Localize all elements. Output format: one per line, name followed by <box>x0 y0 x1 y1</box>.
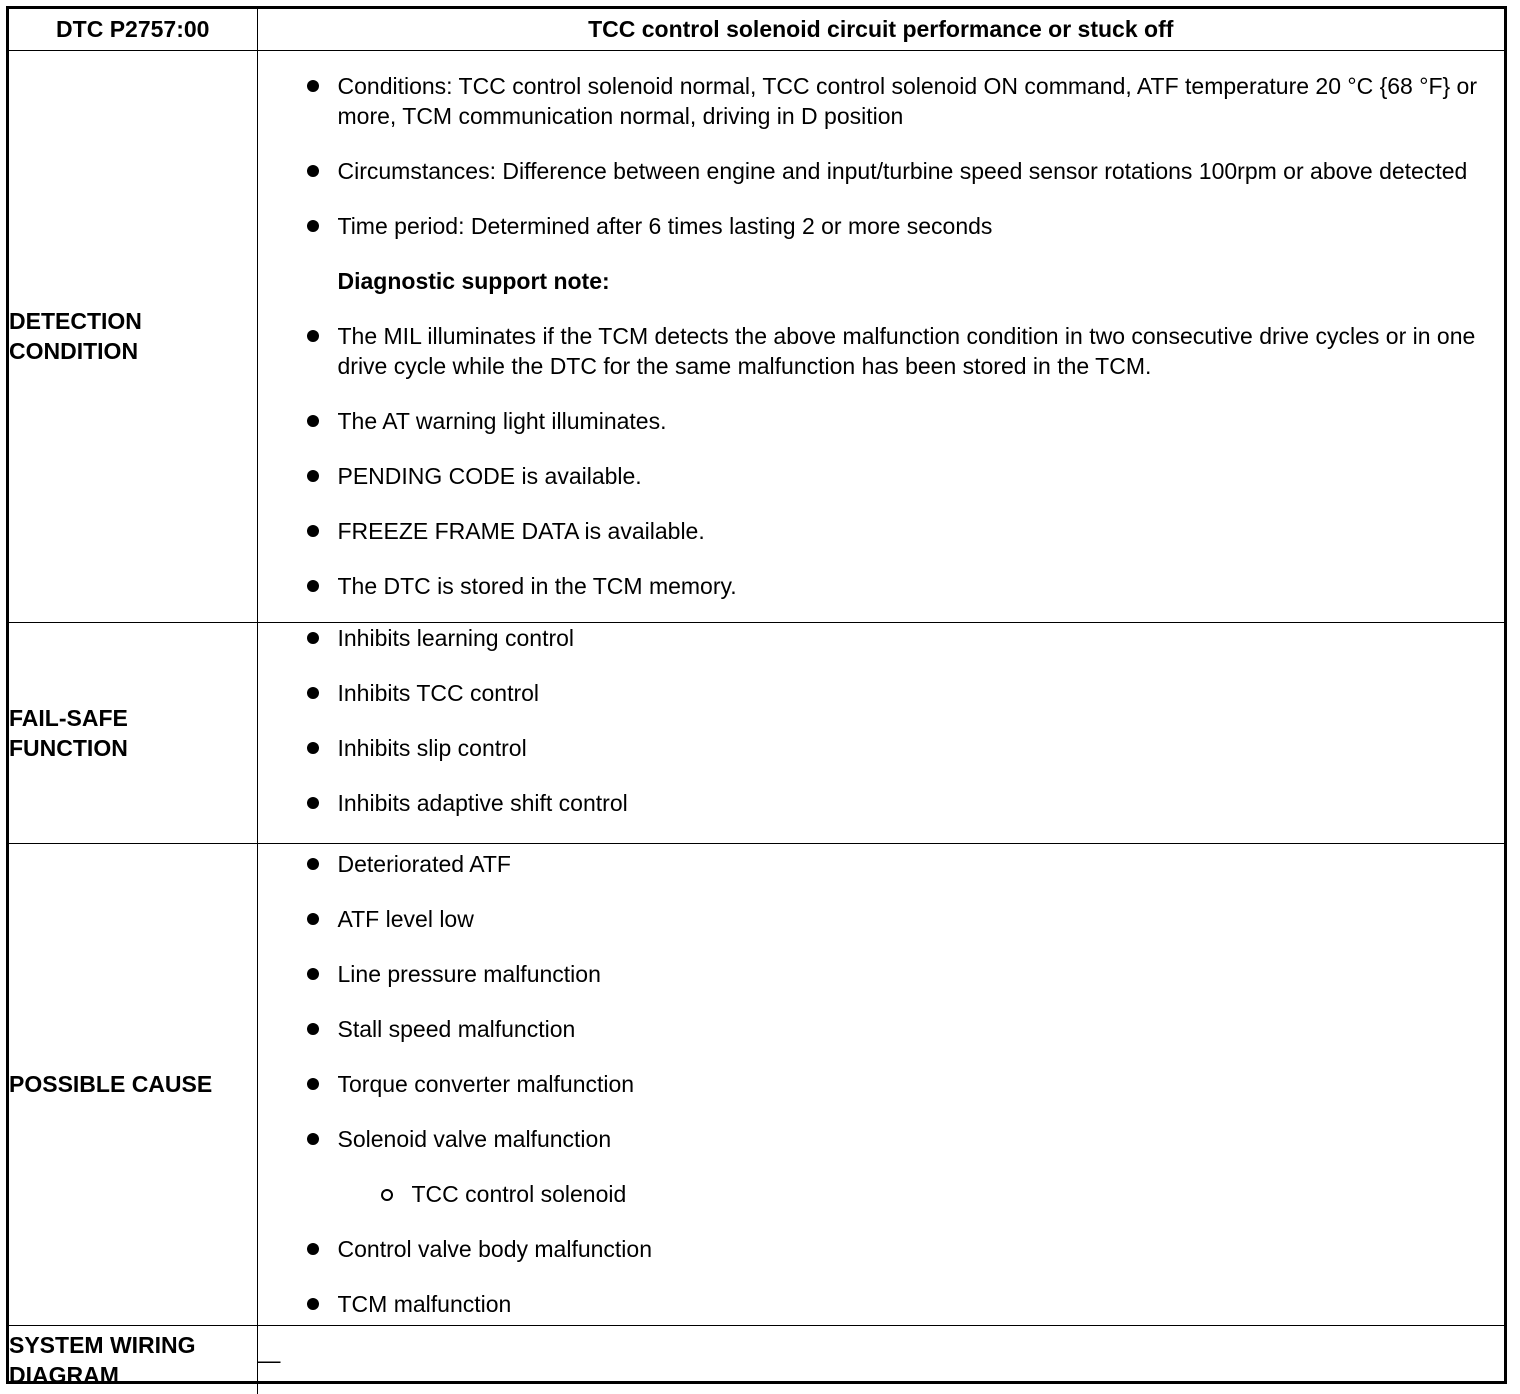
bullet-icon <box>307 1078 319 1090</box>
dtc-code: DTC P2757:00 <box>9 9 257 50</box>
possible-cause-label <box>9 843 257 1325</box>
header-row <box>9 9 1504 50</box>
list-item-text: ATF level low <box>337 906 474 932</box>
list-item <box>258 571 1505 601</box>
list-item <box>258 1234 1505 1264</box>
dtc-table-frame <box>6 6 1507 1388</box>
possible-cause-content <box>257 843 1504 1325</box>
list-item-text: Solenoid valve malfunction <box>337 1126 612 1152</box>
list-item <box>258 959 1505 989</box>
bullet-icon <box>307 165 319 177</box>
list-item <box>258 1289 1505 1319</box>
bullet-icon <box>307 858 319 870</box>
detection-condition-label <box>9 50 257 622</box>
list-item <box>258 321 1505 381</box>
label-line: CONDITION <box>9 338 139 364</box>
dtc-title: TCC control solenoid circuit performance or stuck off <box>257 9 1504 50</box>
system-wiring-row <box>9 1325 1504 1394</box>
bullet-icon <box>307 742 319 754</box>
list-item-text: PENDING CODE is available. <box>337 463 642 489</box>
fail-safe-row <box>9 622 1504 843</box>
list-item <box>258 1069 1505 1099</box>
bullet-icon <box>307 525 319 537</box>
sub-list-item-text: TCC control solenoid <box>411 1181 627 1207</box>
list-item-text: Control valve body malfunction <box>337 1236 652 1262</box>
list-item <box>258 1014 1505 1044</box>
detection-condition-content <box>257 50 1504 622</box>
label-line: POSSIBLE CAUSE <box>9 1071 213 1097</box>
bullet-icon <box>307 1023 319 1035</box>
list-item <box>258 788 1505 818</box>
list-item <box>258 516 1505 546</box>
list-item-text: Inhibits learning control <box>337 624 575 651</box>
sub-list-item <box>258 1179 1505 1209</box>
list-item <box>258 71 1505 131</box>
list-item-text: Conditions: TCC control solenoid normal, TCC control solenoid ON command, ATF temperature 20 °C {68 °F} or more, TCM communication normal, driving in D position <box>337 73 1478 129</box>
system-wiring-label <box>9 1325 257 1394</box>
list-item <box>258 849 1505 879</box>
list-item-text: The AT warning light illuminates. <box>337 408 667 434</box>
list-item <box>258 733 1505 763</box>
hollow-bullet-icon <box>381 1189 393 1201</box>
list-item <box>258 156 1505 186</box>
list-item-text: Deteriorated ATF <box>337 851 511 877</box>
bullet-icon <box>307 968 319 980</box>
fail-safe-content <box>257 622 1504 843</box>
bullet-icon <box>307 580 319 592</box>
list-item-text: Line pressure malfunction <box>337 961 601 987</box>
bullet-icon <box>307 470 319 482</box>
bullet-icon <box>307 687 319 699</box>
possible-cause-row <box>9 843 1504 1325</box>
list-item <box>258 461 1505 491</box>
list-item-text: Torque converter malfunction <box>337 1071 635 1097</box>
label-line: FUNCTION <box>9 734 128 761</box>
list-item <box>258 904 1505 934</box>
fail-safe-label <box>9 622 257 843</box>
list-item <box>258 406 1505 436</box>
note-heading-text: Diagnostic support note: <box>337 268 610 294</box>
list-item-text: Inhibits TCC control <box>337 679 540 706</box>
system-wiring-value: — <box>257 1325 1504 1394</box>
diagnostic-note-heading <box>258 266 1505 296</box>
list-item <box>258 678 1505 708</box>
detection-condition-row <box>9 50 1504 622</box>
bullet-icon <box>307 1298 319 1310</box>
list-item-text: Stall speed malfunction <box>337 1016 576 1042</box>
bullet-icon <box>307 1133 319 1145</box>
list-item-text: The DTC is stored in the TCM memory. <box>337 573 737 599</box>
list-item-text: The MIL illuminates if the TCM detects the above malfunction condition in two consecutive drive cycles or in one drive cycle while the DTC for the same malfunction has been stored in the TCM. <box>337 323 1476 379</box>
dtc-table <box>9 9 1504 1394</box>
bullet-icon <box>307 913 319 925</box>
list-item-text: Inhibits adaptive shift control <box>337 789 628 816</box>
label-line: SYSTEM WIRING <box>9 1331 196 1358</box>
label-line: DETECTION <box>9 308 142 334</box>
bullet-icon <box>307 797 319 809</box>
list-item <box>258 1124 1505 1154</box>
bullet-icon <box>307 330 319 342</box>
label-line: DIAGRAM <box>9 1361 119 1388</box>
list-item <box>258 623 1505 653</box>
list-item-text: FREEZE FRAME DATA is available. <box>337 518 705 544</box>
bullet-icon <box>307 415 319 427</box>
bullet-icon <box>307 632 319 644</box>
bullet-icon <box>307 80 319 92</box>
list-item-text: Time period: Determined after 6 times lasting 2 or more seconds <box>337 213 993 239</box>
bullet-icon <box>307 220 319 232</box>
list-item-text: TCM malfunction <box>337 1291 512 1317</box>
list-item <box>258 211 1505 241</box>
list-item-text: Inhibits slip control <box>337 734 527 761</box>
label-line: FAIL-SAFE <box>9 704 128 731</box>
bullet-icon <box>307 1243 319 1255</box>
list-item-text: Circumstances: Difference between engine and input/turbine speed sensor rotations 100rpm or above detected <box>337 158 1468 184</box>
